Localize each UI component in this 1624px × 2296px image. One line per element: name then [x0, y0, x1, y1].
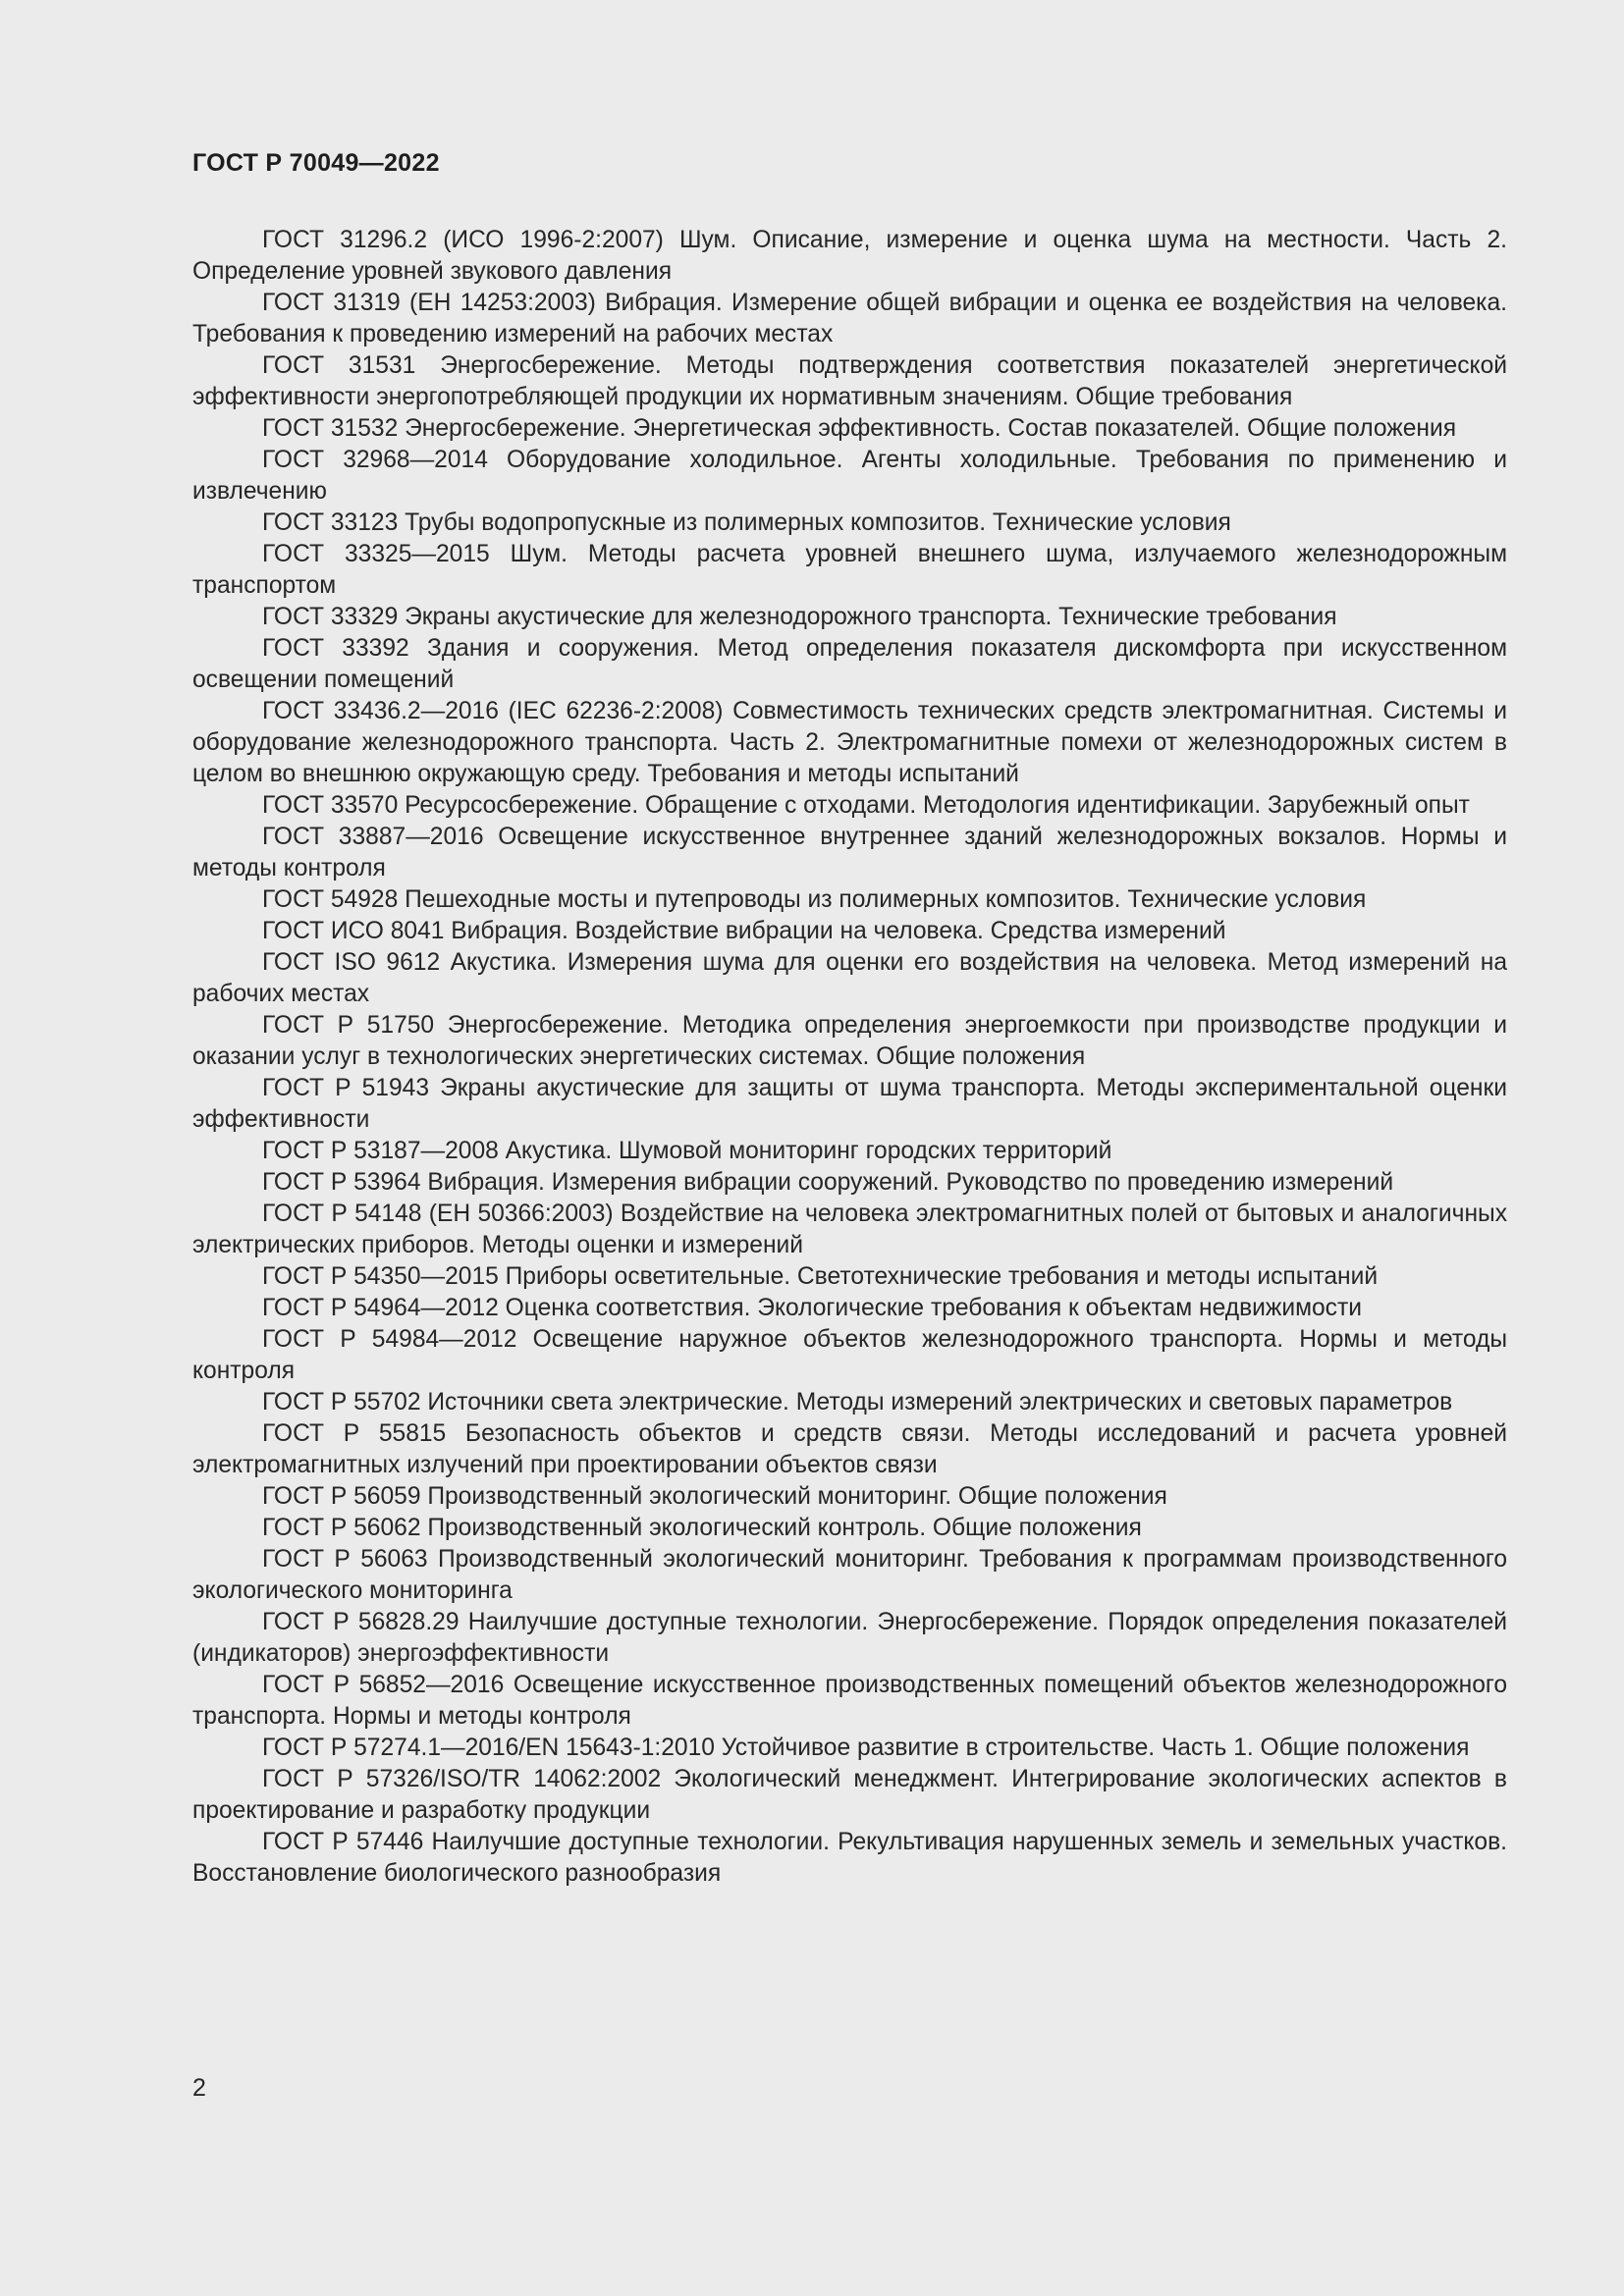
reference-entry: ГОСТ 33392 Здания и сооружения. Метод определения показателя дискомфорта при искусственном освещении помещений: [192, 635, 1507, 693]
reference-entry: ГОСТ Р 55702 Источники света электрические. Методы измерений электрических и световых параметров: [262, 1389, 1453, 1415]
reference-entry: ГОСТ Р 56062 Производственный экологический контроль. Общие положения: [262, 1515, 1142, 1541]
reference-entry: ГОСТ Р 55815 Безопасность объектов и средств связи. Методы исследований и расчета уровней электромагнитных излучений при проектировании объектов связи: [192, 1420, 1507, 1478]
reference-entry: ГОСТ Р 53964 Вибрация. Измерения вибрации сооружений. Руководство по проведению измерений: [262, 1169, 1394, 1196]
reference-entry: ГОСТ Р 56059 Производственный экологический мониторинг. Общие положения: [262, 1483, 1167, 1510]
reference-entry: ГОСТ Р 54984—2012 Освещение наружное объектов железнодорожного транспорта. Нормы и методы контроля: [192, 1326, 1507, 1384]
reference-entry: ГОСТ 54928 Пешеходные мосты и путепроводы из полимерных композитов. Технические условия: [262, 886, 1367, 913]
reference-entry: ГОСТ 31296.2 (ИСО 1996-2:2007) Шум. Описание, измерение и оценка шума на местности. Часть 2. Определение уровней звукового давления: [192, 227, 1507, 285]
reference-entry: ГОСТ 31319 (ЕН 14253:2003) Вибрация. Измерение общей вибрации и оценка ее воздействия на человека. Требования к проведению измерений на рабочих местах: [192, 290, 1507, 347]
reference-entry: ГОСТ Р 56063 Производственный экологический мониторинг. Требования к программам производственного экологического мониторинга: [192, 1546, 1507, 1604]
references-list: [192, 225, 1507, 1890]
reference-entry: ГОСТ Р 57446 Наилучшие доступные технологии. Рекультивация нарушенных земель и земельных участков. Восстановление биологического разнообразия: [192, 1829, 1507, 1887]
reference-entry: ГОСТ 31532 Энергосбережение. Энергетическая эффективность. Состав показателей. Общие положения: [262, 415, 1457, 442]
reference-entry: ГОСТ 33570 Ресурсосбережение. Обращение с отходами. Методология идентификации. Зарубежный опыт: [262, 792, 1470, 819]
reference-entry: ГОСТ 33887—2016 Освещение искусственное внутреннее зданий железнодорожных вокзалов. Нормы и методы контроля: [192, 824, 1507, 881]
reference-entry: ГОСТ Р 53187—2008 Акустика. Шумовой мониторинг городских территорий: [262, 1138, 1112, 1164]
reference-entry: ГОСТ Р 54148 (ЕН 50366:2003) Воздействие на человека электромагнитных полей от бытовых и аналогичных электрических приборов. Методы оценки и измерений: [192, 1201, 1507, 1258]
reference-entry: ГОСТ 33325—2015 Шум. Методы расчета уровней внешнего шума, излучаемого железнодорожным транспортом: [192, 541, 1507, 599]
reference-entry: ГОСТ 33329 Экраны акустические для железнодорожного транспорта. Технические требования: [262, 604, 1337, 630]
reference-entry: ГОСТ Р 56828.29 Наилучшие доступные технологии. Энергосбережение. Порядок определения показателей (индикаторов) энергоэффективности: [192, 1609, 1507, 1667]
reference-entry: ГОСТ 31531 Энергосбережение. Методы подтверждения соответствия показателей энергетической эффективности энергопотребляющей продукции их нормативным значениям. Общие требования: [192, 352, 1507, 410]
reference-entry: ГОСТ Р 51943 Экраны акустические для защиты от шума транспорта. Методы экспериментальной оценки эффективности: [192, 1075, 1507, 1133]
reference-entry: ГОСТ ISO 9612 Акустика. Измерения шума для оценки его воздействия на человека. Метод измерений на рабочих местах: [192, 949, 1507, 1007]
document-header: ГОСТ Р 70049—2022: [192, 149, 440, 177]
reference-entry: ГОСТ Р 56852—2016 Освещение искусственное производственных помещений объектов железнодорожного транспорта. Нормы и методы контроля: [192, 1672, 1507, 1730]
reference-entry: ГОСТ Р 57326/ISO/TR 14062:2002 Экологический менеджмент. Интегрирование экологических аспектов в проектирование и разработку продукции: [192, 1766, 1507, 1824]
page-number: 2: [192, 2074, 206, 2102]
reference-entry: ГОСТ Р 57274.1—2016/EN 15643-1:2010 Устойчивое развитие в строительстве. Часть 1. Общие положения: [262, 1735, 1470, 1761]
reference-entry: ГОСТ 33123 Трубы водопропускные из полимерных композитов. Технические условия: [262, 509, 1231, 536]
reference-entry: ГОСТ Р 54350—2015 Приборы осветительные. Светотехнические требования и методы испытаний: [262, 1263, 1379, 1290]
reference-entry: ГОСТ 32968—2014 Оборудование холодильное. Агенты холодильные. Требования по применению и извлечению: [192, 447, 1507, 505]
reference-entry: ГОСТ ИСО 8041 Вибрация. Воздействие вибрации на человека. Средства измерений: [262, 918, 1226, 944]
reference-entry: ГОСТ 33436.2—2016 (IEC 62236-2:2008) Совместимость технических средств электромагнитная. Системы и оборудование железнодорожного транспорта. Часть 2. Электромагнитные помехи от железнодорожных систем в целом во внешнюю окружающую среду. Требования и методы испытаний: [192, 698, 1507, 787]
reference-entry: ГОСТ Р 54964—2012 Оценка соответствия. Экологические требования к объектам недвижимости: [262, 1295, 1362, 1321]
reference-entry: ГОСТ Р 51750 Энергосбережение. Методика определения энергоемкости при производстве продукции и оказании услуг в технологических энергетических системах. Общие положения: [192, 1012, 1507, 1070]
